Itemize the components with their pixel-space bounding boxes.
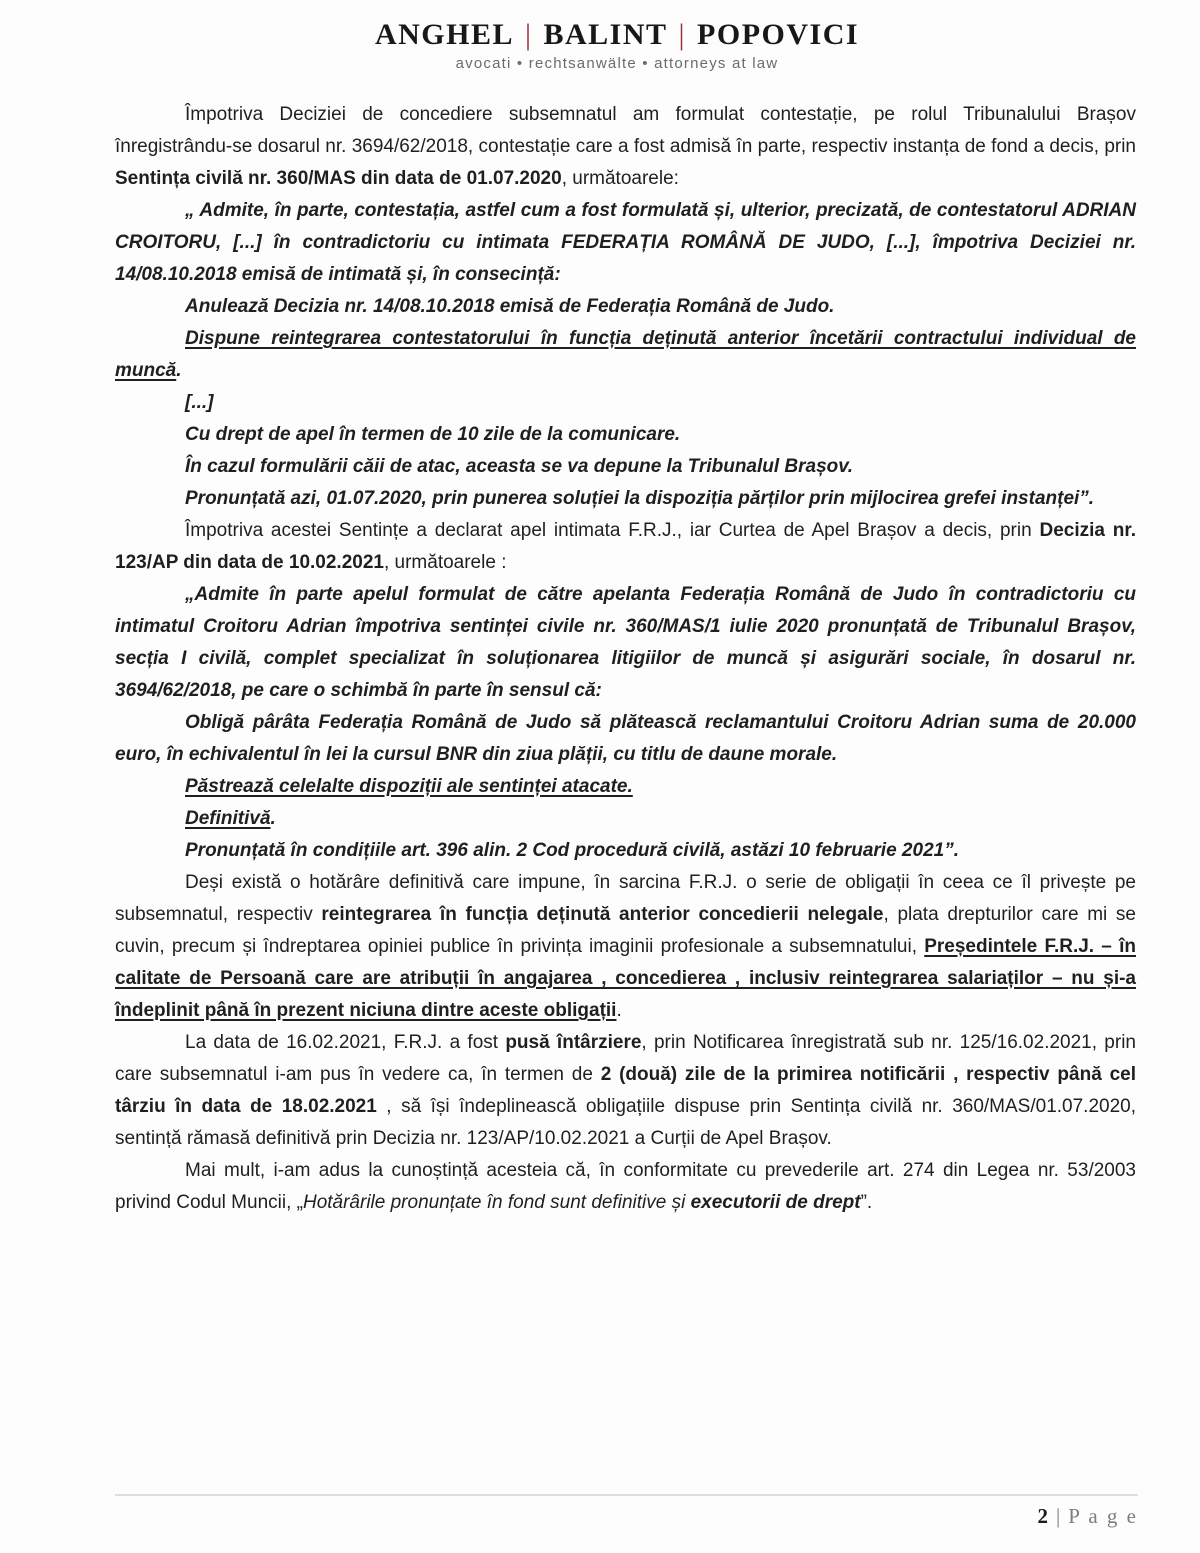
text-segment: Pronunțată azi, 01.07.2020, prin punerea soluției la dispoziția părților prin mijlocirea grefei instanței”.	[185, 488, 1095, 509]
text-segment: .	[616, 1000, 622, 1021]
quote-paragraph	[115, 419, 1136, 451]
page-number-value: 2	[1037, 1504, 1050, 1528]
text-segment: La data de 16.02.2021, F.R.J. a fost	[185, 1032, 506, 1053]
underlined-text: Președintele F.R.J. – în calitate de Persoană care are atribuții în angajarea , concedierea , inclusiv reintegrarea salariaților – nu și-a îndeplinit până în prezent niciuna dintre aceste obligații	[115, 936, 1136, 1021]
quote-paragraph	[115, 291, 1136, 323]
text-segment: [...]	[185, 392, 214, 413]
quote-paragraph	[115, 771, 1136, 803]
firm-subtitle: avocati • rechtsanwälte • attorneys at law	[455, 55, 779, 72]
quote-paragraph	[115, 483, 1136, 515]
bold-text: 2 (două) zile de la primirea notificării , respectiv până cel târziu în data de 18.02.2021	[115, 1064, 1136, 1117]
text-segment: , următoarele :	[383, 552, 507, 573]
footer-divider	[115, 1494, 1138, 1496]
text-segment: Anulează Decizia nr. 14/08.10.2018 emisă de Federația Română de Judo.	[185, 296, 835, 317]
page-number-separator: |	[1055, 1504, 1063, 1528]
document-body	[0, 72, 1200, 1219]
underlined-text: Definitivă	[185, 808, 271, 829]
paragraph	[115, 1027, 1136, 1155]
text-segment: „ Admite, în parte, contestația, astfel cum a fost formulată și, ulterior, precizată, de contestatorul ADRIAN CROITORU, [...] în contradictoriu cu intimata FEDERAȚIA ROMÂNĂ DE JUDO, [...], împotriva Deciziei nr. 14/08.10.2018 emisă de intimată și, în consecință:	[115, 200, 1136, 285]
underlined-text: Păstrează celelalte dispoziții ale sentinței atacate.	[185, 776, 633, 797]
text-segment: .	[270, 808, 276, 829]
text-segment: Pronunțată în condițiile art. 396 alin. 2 Cod procedură civilă, astăzi 10 februarie 2021”.	[185, 840, 959, 861]
paragraph	[115, 99, 1136, 195]
paragraph	[115, 867, 1136, 1027]
firm-name-part: BALINT	[543, 18, 668, 51]
text-segment: , următoarele:	[561, 168, 679, 189]
text-segment: , prin Notificarea înregistrată sub nr. 125/16.02.2021, prin care subsemnatul i-am pus în vedere ca, în termen de	[115, 1032, 1136, 1085]
quote-paragraph	[115, 835, 1136, 867]
bold-text: Decizia nr. 123/AP din data de 10.02.2021	[115, 520, 1136, 573]
quote-paragraph	[115, 323, 1136, 387]
text-segment: Deși există o hotărâre definitivă care impune, în sarcina F.R.J. o serie de obligații în ceea ce îl privește pe subsemnatul, respectiv	[115, 872, 1136, 925]
bold-text: executorii de drept	[690, 1192, 861, 1213]
text-segment: „Admite în parte apelul formulat de către apelanta Federația Română de Judo în contradictoriu cu intimatul Croitoru Adrian împotriva sentinței civile nr. 360/MAS/1 iulie 2020 pronunțată de Tribunalul Brașov, secția I civilă, complet specializat în soluționarea litigiilor de muncă și asigurări sociale, în dosarul nr. 3694/62/2018, pe care o schimbă în parte în sensul că:	[115, 584, 1136, 701]
page-footer	[115, 1494, 1138, 1529]
paragraph	[115, 1155, 1136, 1219]
quote-paragraph	[115, 195, 1136, 291]
text-segment: Mai mult, i-am adus la cunoștință acesteia că, în conformitate cu prevederile art. 274 din Legea nr. 53/2003 privind Codul Muncii, „	[115, 1160, 1136, 1213]
bold-text: reintegrarea în funcția deținută anterior concedierii nelegale	[321, 904, 884, 925]
page-number	[115, 1504, 1138, 1529]
text-segment: Cu drept de apel în termen de 10 zile de la comunicare.	[185, 424, 681, 445]
firm-name-separator: |	[678, 18, 687, 51]
text-segment: .	[176, 360, 182, 381]
firm-name-separator: |	[524, 18, 533, 51]
quote-paragraph	[115, 707, 1136, 771]
quote-paragraph	[115, 387, 1136, 419]
quote-paragraph	[115, 803, 1136, 835]
text-segment: Împotriva acestei Sentințe a declarat apel intimata F.R.J., iar Curtea de Apel Brașov a decis, prin	[185, 520, 1040, 541]
firm-name-part: POPOVICI	[697, 18, 860, 51]
text-segment: Hotărârile pronunțate în fond sunt definitive și	[302, 1192, 691, 1213]
bold-text: pusă întârziere	[505, 1032, 642, 1053]
bold-text: Sentința civilă nr. 360/MAS din data de 01.07.2020	[115, 168, 562, 189]
letterhead	[0, 0, 1200, 72]
firm-name	[34, 18, 1200, 52]
text-segment: ”.	[860, 1192, 873, 1213]
text-segment: Obligă pârâta Federația Română de Judo să plătească reclamantului Croitoru Adrian suma de 20.000 euro, în echivalentul în lei la cursul BNR din ziua plății, cu titlu de daune morale.	[115, 712, 1136, 765]
text-segment: Împotriva Deciziei de concediere subsemnatul am formulat contestație, pe rolul Tribunalului Brașov înregistrându-se dosarul nr. 3694/62/2018, contestație care a fost admisă în parte, respectiv instanța de fond a decis, prin	[115, 104, 1136, 157]
text-segment: În cazul formulării căii de atac, aceasta se va depune la Tribunalul Brașov.	[185, 456, 854, 477]
underlined-text: Dispune reintegrarea contestatorului în funcția deținută anterior încetării contractului individual de muncă	[115, 328, 1136, 381]
text-segment: , plata drepturilor care mi se cuvin, precum și îndreptarea opiniei publice în privința imaginii profesionale a subsemnatului,	[115, 904, 1136, 957]
text-segment: , să își îndeplinească obligațiile dispuse prin Sentința civilă nr. 360/MAS/01.07.2020, sentință rămasă definitivă prin Decizia nr. 123/AP/10.02.2021 a Curții de Apel Brașov.	[115, 1096, 1136, 1149]
paragraph	[115, 515, 1136, 579]
page-label: P a g e	[1068, 1504, 1138, 1528]
quote-paragraph	[115, 579, 1136, 707]
firm-name-part: ANGHEL	[374, 18, 514, 51]
quote-paragraph	[115, 451, 1136, 483]
